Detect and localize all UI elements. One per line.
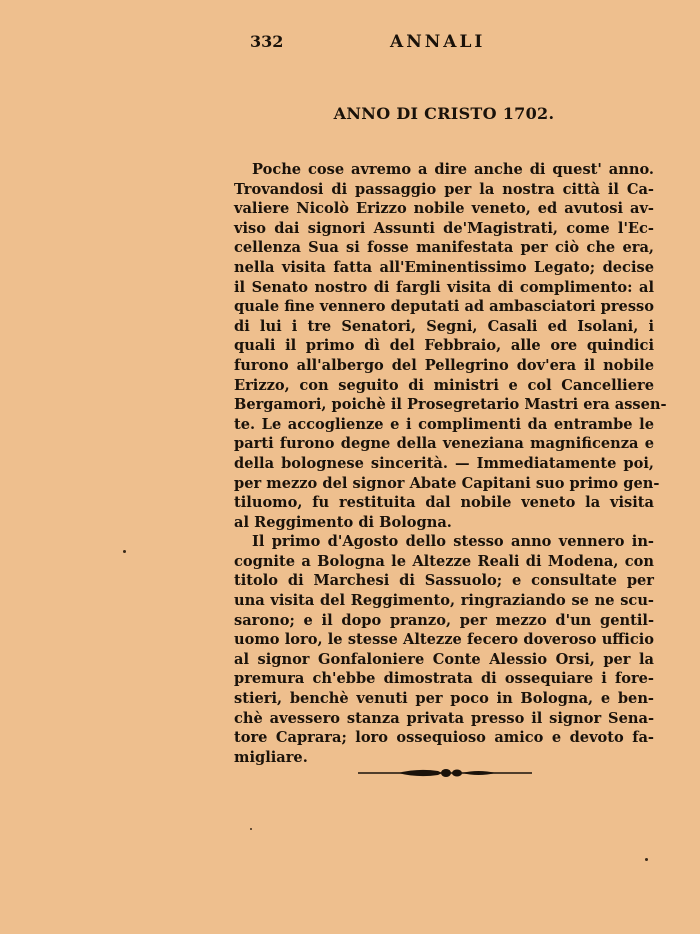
text-line: uomo loro, le stesse Altezze fecero doveroso ufficio <box>234 631 654 649</box>
text-line: il Senato nostro di fargli visita di complimento: al <box>234 278 654 296</box>
text-line: cellenza Sua si fosse manifestata per ciò che era, <box>234 239 654 257</box>
text-line: chè avessero stanza privata presso il signor Sena- <box>234 709 654 727</box>
text-line: Erizzo, con seguito di ministri e col Cancelliere <box>234 376 654 394</box>
text-line: Bergamori, poichè il Prosegretario Mastri era assen- <box>234 396 667 414</box>
text-line: stieri, benchè venuti per poco in Bologna, e ben- <box>234 690 654 708</box>
text-line: premura ch'ebbe dimostrata di ossequiare i fore- <box>234 670 654 688</box>
text-line: valiere Nicolò Erizzo nobile veneto, ed avutosi av- <box>234 200 654 218</box>
text-line: titolo di Marchesi di Sassuolo; e consultate per <box>234 572 654 590</box>
text-line: Poche cose avremo a dire anche di quest' anno. <box>252 161 654 178</box>
paper-speck <box>123 550 126 553</box>
text-line: parti furono degne della veneziana magnificenza e <box>234 435 654 453</box>
paper-speck <box>645 858 648 861</box>
text-line: viso dai signori Assunti de'Magistrati, come l'Ec- <box>234 219 654 237</box>
text-line: della bolognese sincerità. — Immediatamente poi, <box>234 454 654 472</box>
paper-speck <box>250 828 252 830</box>
text-line: per mezzo del signor Abate Capitani suo primo gen- <box>234 474 660 492</box>
text-line: sarono; e il dopo pranzo, per mezzo d'un gentil- <box>234 611 654 629</box>
page-number: 332 <box>250 32 284 51</box>
text-line: al signor Gonfaloniere Conte Alessio Orsi, per la <box>234 650 654 668</box>
text-line: cognite a Bologna le Altezze Reali di Modena, con <box>234 552 654 570</box>
text-line: migliare. <box>234 748 308 766</box>
text-line: tiluomo, fu restituita dal nobile veneto la visita <box>234 494 654 512</box>
tailpiece-ornament-icon <box>358 765 532 781</box>
body-text <box>234 160 667 767</box>
text-line: al Reggimento di Bologna. <box>234 513 452 531</box>
running-head-title: ANNALI <box>390 32 486 52</box>
text-line: quale fine vennero deputati ad ambasciatori presso <box>234 298 654 316</box>
running-head <box>250 32 510 54</box>
text-line: di lui i tre Senatori, Segni, Casali ed Isolani, i <box>234 317 654 335</box>
text-line: Il primo d'Agosto dello stesso anno vennero in- <box>252 533 654 551</box>
text-line: tore Caprara; loro ossequioso amico e devoto fa- <box>234 729 654 747</box>
text-line: te. Le accoglienze e i complimenti da entrambe le <box>234 415 654 433</box>
text-line: nella visita fatta all'Eminentissimo Legato; decise <box>234 258 654 276</box>
text-line: Trovandosi di passaggio per la nostra città il Ca- <box>234 180 654 198</box>
section-title: ANNO DI CRISTO 1702. <box>333 104 555 123</box>
text-line: una visita del Reggimento, ringraziando se ne scu- <box>234 592 654 610</box>
text-line: quali il primo dì del Febbraio, alle ore quindici <box>234 337 654 355</box>
text-line: furono all'albergo del Pellegrino dov'era il nobile <box>234 356 654 374</box>
